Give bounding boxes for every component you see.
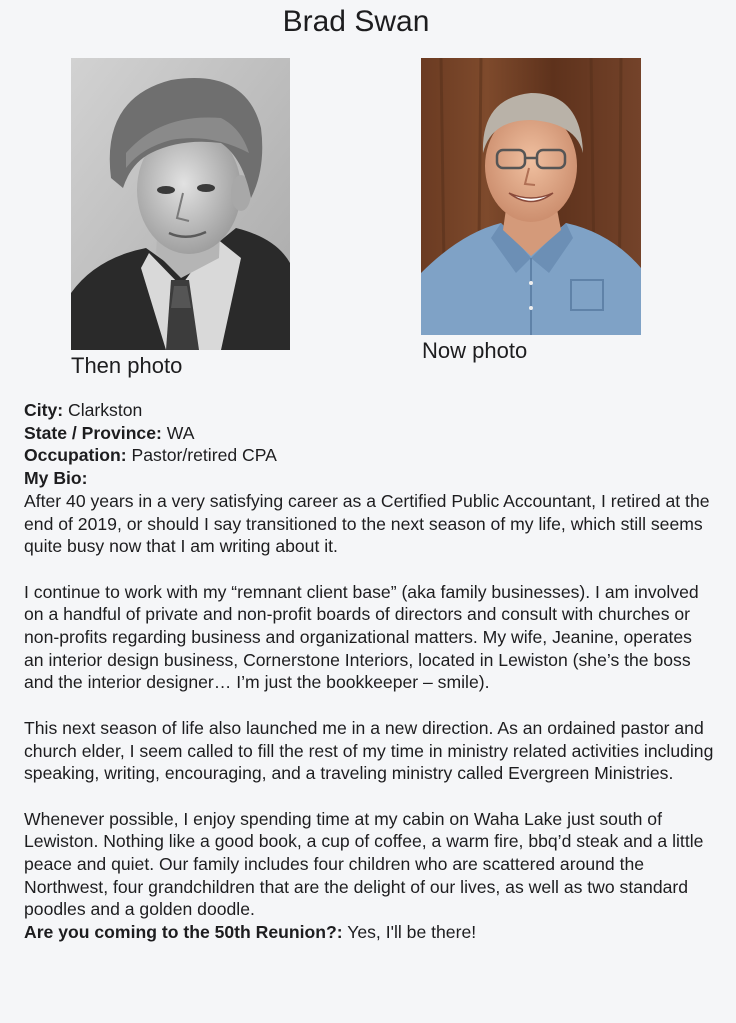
occupation-label: Occupation:	[24, 445, 127, 466]
now-photo-caption: Now photo	[422, 338, 528, 363]
occupation-value: Pastor/retired CPA	[131, 445, 277, 466]
reunion-value: Yes, I'll be there!	[347, 922, 477, 943]
city-row	[24, 399, 714, 422]
bio-label: My Bio:	[24, 468, 88, 489]
page-title: Brad Swan	[282, 5, 430, 38]
city-value: Clarkston	[68, 400, 143, 420]
city-label: City:	[24, 400, 64, 420]
then-photo-caption: Then photo	[71, 353, 183, 378]
now-photo	[421, 58, 641, 335]
profile-details	[24, 399, 714, 944]
bio-paragraph: Whenever possible, I enjoy spending time at my cabin on Waha Lake just south of Lewiston. Nothing like a good book, a cup of coffee, a warm fire, bbq’d steak and a little peace and quiet. Our family includes four children who are scattered around the Northwest, four grandchildren that are the delight of our lives, as well as two standard poodles and a golden doodle.	[24, 808, 704, 920]
occupation-row	[24, 444, 714, 467]
reunion-row	[24, 921, 714, 944]
state-value: WA	[166, 422, 195, 443]
bio-label-row	[24, 467, 714, 490]
bio-text	[24, 490, 714, 921]
bio-paragraph: This next season of life also launched me in a new direction. As an ordained pastor and church elder, I seem called to fill the rest of my time in ministry related activities including speaking, writing, encouraging, and a traveling ministry called Evergreen Ministries.	[24, 717, 714, 784]
state-row	[24, 422, 714, 445]
state-label: State / Province:	[24, 422, 162, 443]
then-photo	[71, 58, 290, 350]
bio-paragraph: I continue to work with my “remnant client base” (aka family businesses). I am involved on a handful of private and non-profit boards of directors and consult with churches or non-profits regarding business and organizational matters. My wife, Jeanine, operates an interior design business, Cornerstone Interiors, located in Lewiston (she’s the boss and the interior designer… I’m just the bookkeeper – smile).	[24, 581, 699, 693]
reunion-label: Are you coming to the 50th Reunion?:	[24, 922, 343, 943]
bio-paragraph: After 40 years in a very satisfying career as a Certified Public Accountant, I retired at the end of 2019, or should I say transitioned to the next season of my life, which still seems quite busy now that I am writing about it.	[24, 490, 710, 557]
